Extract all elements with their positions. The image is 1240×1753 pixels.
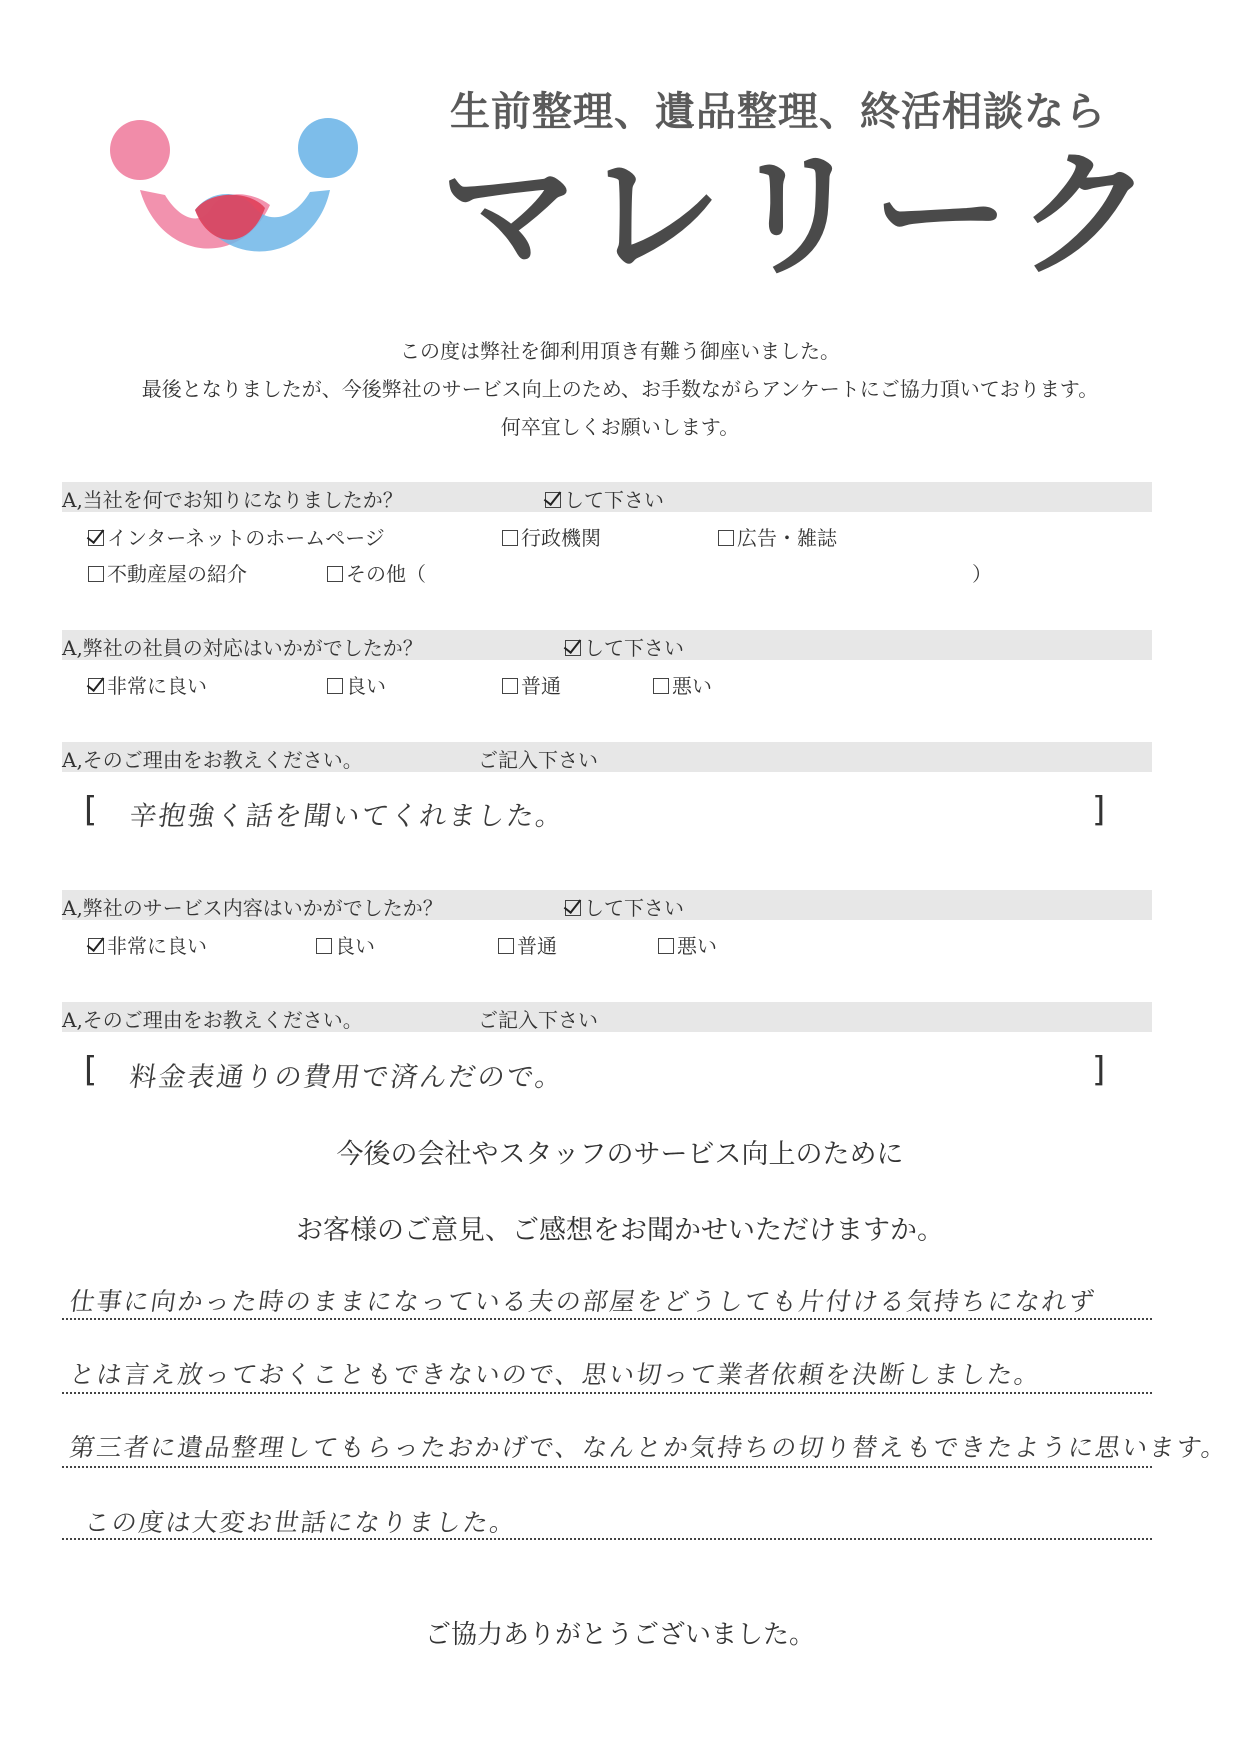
q1-option-ad-magazine[interactable]: 広告・雑誌: [718, 522, 837, 551]
comment-rule-1: [62, 1318, 1152, 1320]
checkbox-icon: [545, 492, 561, 508]
q1-option-internet[interactable]: インターネットのホームページ: [88, 522, 385, 551]
q4-option-bad[interactable]: 悪い: [658, 930, 717, 959]
checkbox-icon: [502, 530, 518, 546]
question-4-instruction: して下さい: [565, 892, 684, 921]
comment-line-4[interactable]: この度は大変お世話になりました。: [82, 1508, 519, 1537]
company-logo-icon: [100, 110, 370, 290]
intro-line-1: この度は弊社を御利用頂き有難う御座いました。: [400, 339, 840, 363]
checkbox-icon: [316, 938, 332, 954]
question-5-instruction: ご記入下さい: [478, 1008, 598, 1032]
comments-prompt-2: お客様のご意見、ご感想をお聞かせいただけますか。: [296, 1215, 944, 1246]
q2-option-very-good[interactable]: 非常に良い: [88, 670, 207, 699]
checkbox-icon: [718, 530, 734, 546]
checkbox-icon: [88, 530, 104, 546]
comment-line-2[interactable]: とは言え放っておくこともできないので、思い切って業者依頼を決断しました。: [67, 1360, 1044, 1389]
question-1-instruction: して下さい: [545, 484, 664, 513]
q2-option-average[interactable]: 普通: [502, 670, 561, 699]
question-5: A,そのご理由をお教えください。: [62, 1008, 363, 1032]
answer-3-text[interactable]: 辛抱強く話を聞いてくれました。: [127, 801, 567, 832]
comment-rule-4: [62, 1538, 1152, 1540]
comment-line-3[interactable]: 第三者に遺品整理してもらったおかげで、なんとか気持ちの切り替えもできたように思います。: [67, 1433, 1231, 1462]
question-1: A,当社を何でお知りになりましたか？: [62, 488, 403, 512]
thanks-message: ご協力ありがとうございました。: [424, 1620, 815, 1650]
comment-rule-2: [62, 1392, 1152, 1394]
answer-5-open-bracket: [: [84, 1050, 98, 1090]
checkbox-icon: [658, 938, 674, 954]
q2-option-bad[interactable]: 悪い: [653, 670, 712, 699]
checkbox-icon: [498, 938, 514, 954]
q1-option-government[interactable]: 行政機関: [502, 522, 601, 551]
q2-option-good[interactable]: 良い: [327, 670, 386, 699]
comment-rule-3: [62, 1466, 1152, 1468]
intro-line-2: 最後となりましたが、今後弊社のサービス向上のため、お手数ながらアンケートにご協力頂いております。: [141, 377, 1099, 401]
q4-option-good[interactable]: 良い: [316, 930, 375, 959]
tagline: 生前整理、遺品整理、終活相談なら: [450, 89, 1106, 135]
q4-option-very-good[interactable]: 非常に良い: [88, 930, 207, 959]
answer-3-open-bracket: [: [84, 790, 98, 830]
comment-line-1[interactable]: 仕事に向かった時のままになっている夫の部屋をどうしても片付ける気持ちになれず: [67, 1287, 1098, 1316]
checkbox-icon: [88, 678, 104, 694]
answer-5-text[interactable]: 料金表通りの費用で済んだので。: [127, 1062, 567, 1093]
question-3-instruction: ご記入下さい: [478, 748, 598, 772]
checkbox-icon: [653, 678, 669, 694]
checkbox-icon: [88, 938, 104, 954]
question-3: A,そのご理由をお教えください。: [62, 748, 363, 772]
question-2: A,弊社の社員の対応はいかがでしたか？: [62, 636, 423, 660]
answer-3-close-bracket: ]: [1092, 790, 1106, 830]
question-2-instruction: して下さい: [565, 632, 684, 661]
checkbox-icon: [88, 566, 104, 582]
checkbox-icon: [502, 678, 518, 694]
q1-option-realestate[interactable]: 不動産屋の紹介: [88, 558, 247, 587]
q1-other-close-paren: ）: [972, 562, 992, 586]
checkbox-icon: [327, 678, 343, 694]
brand-name: マレリーク: [440, 135, 1161, 296]
question-4: A,弊社のサービス内容はいかがでしたか？: [62, 896, 443, 920]
answer-5-close-bracket: ]: [1092, 1050, 1106, 1090]
q1-option-other[interactable]: その他（: [327, 558, 426, 587]
checkbox-icon: [565, 900, 581, 916]
checkbox-icon: [327, 566, 343, 582]
q4-option-average[interactable]: 普通: [498, 930, 557, 959]
checkbox-icon: [565, 640, 581, 656]
comments-prompt-1: 今後の会社やスタッフのサービス向上のために: [336, 1139, 904, 1170]
intro-line-3: 何卒宜しくお願いします。: [500, 415, 740, 439]
